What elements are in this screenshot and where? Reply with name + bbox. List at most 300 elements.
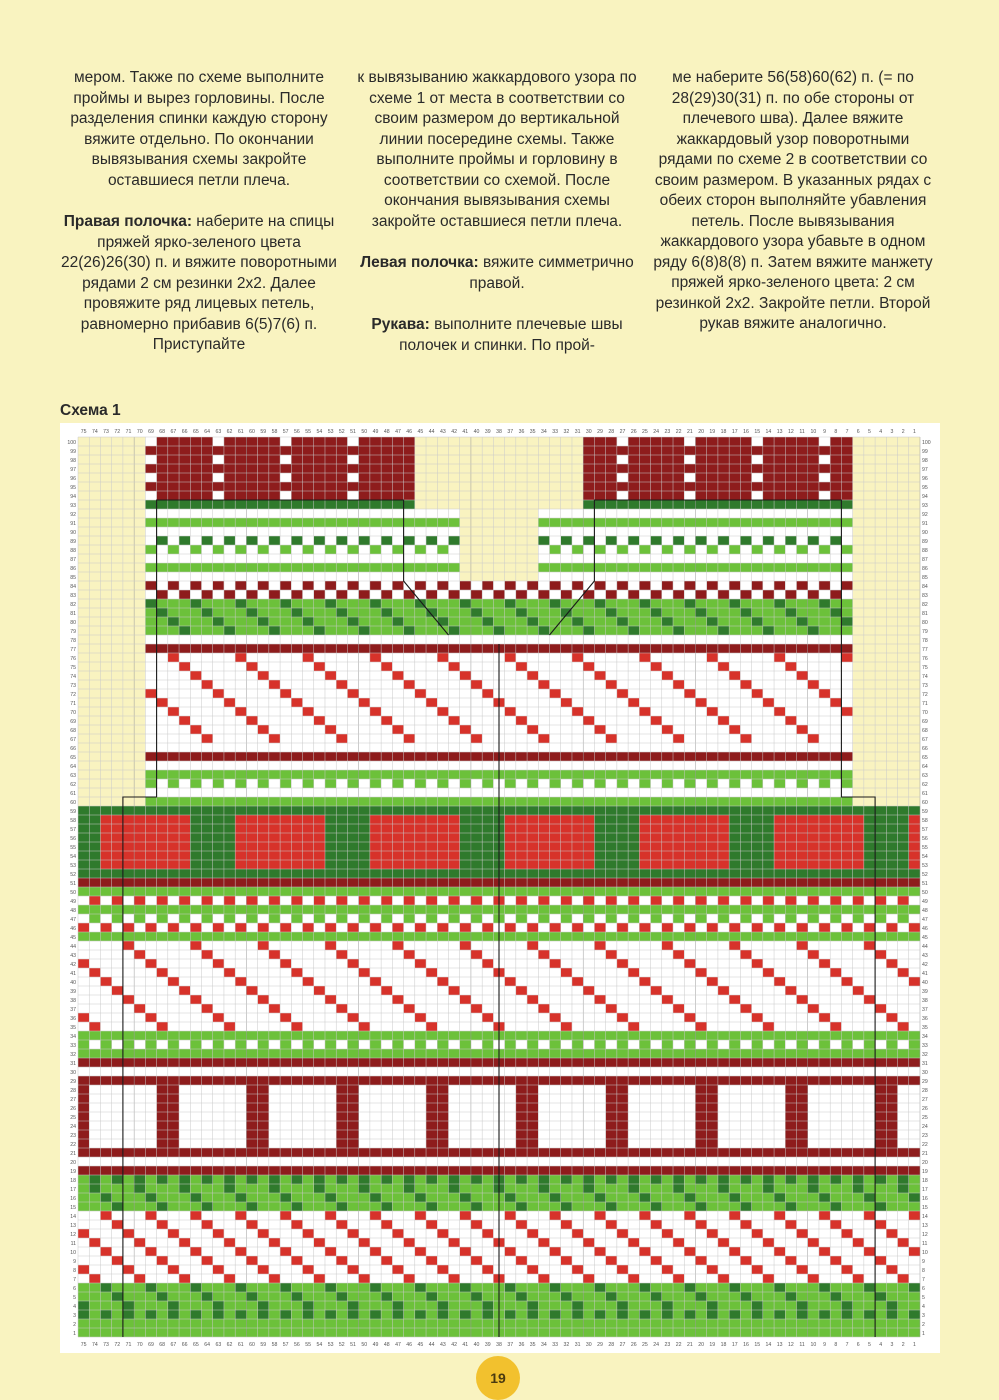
chart-cell — [550, 1292, 561, 1301]
chart-cell — [145, 1184, 156, 1193]
chart-cell — [123, 1013, 134, 1022]
chart-cell — [830, 959, 841, 968]
chart-cell — [572, 779, 583, 788]
chart-cell — [224, 914, 235, 923]
chart-cell — [684, 824, 695, 833]
chart-cell — [246, 1184, 257, 1193]
chart-cell — [123, 1076, 134, 1085]
chart-cell — [224, 1076, 235, 1085]
chart-cell — [303, 1103, 314, 1112]
chart-cell — [594, 1121, 605, 1130]
chart-cell — [617, 986, 628, 995]
chart-cell — [201, 1265, 212, 1274]
chart-cell — [89, 1265, 100, 1274]
chart-cell — [639, 1157, 650, 1166]
chart-cell — [482, 1121, 493, 1130]
chart-cell — [201, 1319, 212, 1328]
chart-cell — [381, 770, 392, 779]
chart-cell — [695, 1157, 706, 1166]
chart-cell — [550, 1256, 561, 1265]
chart-cell — [729, 1148, 740, 1157]
chart-cell — [853, 1292, 864, 1301]
chart-cell — [392, 995, 403, 1004]
chart-cell — [303, 734, 314, 743]
chart-cell — [594, 887, 605, 896]
chart-cell — [707, 1283, 718, 1292]
chart-cell — [774, 1274, 785, 1283]
text-column-1 — [58, 68, 340, 377]
chart-cell — [303, 1067, 314, 1076]
chart-cell — [785, 878, 796, 887]
chart-cell — [740, 1166, 751, 1175]
sleeves-body: выполните плечевые швы полочек и спинки. По прой- — [399, 316, 623, 354]
chart-cell — [78, 806, 89, 815]
chart-cell — [639, 1004, 650, 1013]
chart-cell — [830, 797, 841, 806]
chart-cell — [314, 977, 325, 986]
chart-cell — [853, 950, 864, 959]
chart-cell — [774, 1076, 785, 1085]
chart-cell — [168, 1094, 179, 1103]
chart-cell — [527, 1139, 538, 1148]
chart-cell — [819, 905, 830, 914]
chart-cell — [303, 1085, 314, 1094]
chart-cell — [695, 1310, 706, 1319]
chart-cell — [303, 1265, 314, 1274]
chart-cell — [190, 1139, 201, 1148]
chart-cell — [325, 1166, 336, 1175]
chart-cell — [617, 905, 628, 914]
chart-cell — [404, 1040, 415, 1049]
chart-cell — [875, 1130, 886, 1139]
chart-cell — [594, 1256, 605, 1265]
chart-cell — [752, 743, 763, 752]
chart-cell — [740, 1220, 751, 1229]
chart-cell — [359, 941, 370, 950]
chart-cell — [516, 1328, 527, 1337]
chart-cell — [819, 1031, 830, 1040]
chart-cell — [909, 887, 920, 896]
chart-cell — [841, 1238, 852, 1247]
chart-cell — [841, 1022, 852, 1031]
chart-cell — [606, 1004, 617, 1013]
chart-cell — [404, 995, 415, 1004]
chart-cell — [78, 1121, 89, 1130]
chart-cell — [639, 1202, 650, 1211]
chart-cell — [471, 743, 482, 752]
chart-cell — [628, 1076, 639, 1085]
chart-cell — [583, 833, 594, 842]
chart-cell — [808, 1328, 819, 1337]
chart-cell — [707, 1022, 718, 1031]
chart-cell — [145, 1022, 156, 1031]
chart-cell — [673, 869, 684, 878]
chart-cell — [763, 1283, 774, 1292]
chart-cell — [561, 833, 572, 842]
chart-cell — [808, 833, 819, 842]
chart-cell — [527, 1283, 538, 1292]
chart-cell — [134, 968, 145, 977]
chart-cell — [448, 1112, 459, 1121]
chart-cell — [179, 1148, 190, 1157]
chart-cell — [561, 896, 572, 905]
chart-cell — [594, 833, 605, 842]
chart-cell — [415, 1004, 426, 1013]
chart-cell — [886, 1238, 897, 1247]
chart-cell — [651, 1031, 662, 1040]
chart-cell — [718, 941, 729, 950]
chart-cell — [606, 1058, 617, 1067]
chart-cell — [460, 1220, 471, 1229]
chart-cell — [763, 815, 774, 824]
chart-cell — [134, 833, 145, 842]
chart-cell — [628, 770, 639, 779]
chart-cell — [258, 1013, 269, 1022]
chart-cell — [325, 1067, 336, 1076]
chart-cell — [404, 1085, 415, 1094]
chart-cell — [752, 950, 763, 959]
chart-cell — [381, 1121, 392, 1130]
chart-cell — [864, 1238, 875, 1247]
chart-cell — [695, 986, 706, 995]
chart-cell — [505, 1094, 516, 1103]
chart-cell — [729, 1112, 740, 1121]
chart-cell — [370, 923, 381, 932]
chart-cell — [898, 1013, 909, 1022]
chart-cell — [538, 1283, 549, 1292]
chart-cell — [841, 1112, 852, 1121]
chart-cell — [550, 788, 561, 797]
chart-cell — [168, 1274, 179, 1283]
chart-cell — [875, 851, 886, 860]
chart-cell — [336, 1112, 347, 1121]
chart-cell — [505, 1202, 516, 1211]
chart-cell — [314, 1211, 325, 1220]
chart-cell — [190, 1121, 201, 1130]
chart-cell — [336, 1058, 347, 1067]
chart-cell — [426, 1202, 437, 1211]
chart-cell — [651, 995, 662, 1004]
chart-cell — [561, 788, 572, 797]
chart-cell — [707, 1310, 718, 1319]
chart-cell — [325, 869, 336, 878]
chart-cell — [157, 1301, 168, 1310]
chart-cell — [437, 1157, 448, 1166]
chart-cell — [516, 1040, 527, 1049]
chart-cell — [78, 968, 89, 977]
chart-cell — [886, 1247, 897, 1256]
paragraph-right-front — [58, 212, 340, 356]
chart-cell — [190, 833, 201, 842]
chart-cell — [527, 851, 538, 860]
chart-cell — [179, 734, 190, 743]
chart-cell — [718, 851, 729, 860]
chart-cell — [314, 1040, 325, 1049]
chart-cell — [269, 779, 280, 788]
chart-cell — [448, 887, 459, 896]
chart-cell — [471, 761, 482, 770]
chart-cell — [404, 1265, 415, 1274]
chart-cell — [785, 1292, 796, 1301]
chart-cell — [729, 959, 740, 968]
chart-cell — [628, 1211, 639, 1220]
chart-cell — [426, 968, 437, 977]
chart-cell — [898, 950, 909, 959]
chart-cell — [572, 1058, 583, 1067]
chart-cell — [606, 977, 617, 986]
chart-cell — [235, 860, 246, 869]
chart-cell — [583, 824, 594, 833]
chart-cell — [280, 806, 291, 815]
chart-cell — [392, 914, 403, 923]
chart-cell — [594, 923, 605, 932]
chart-cell — [112, 1157, 123, 1166]
chart-cell — [639, 1256, 650, 1265]
chart-cell — [291, 1031, 302, 1040]
chart-cell — [179, 1211, 190, 1220]
chart-cell — [740, 842, 751, 851]
chart-cell — [572, 1103, 583, 1112]
chart-cell — [729, 1247, 740, 1256]
chart-cell — [325, 1004, 336, 1013]
chart-cell — [718, 959, 729, 968]
chart-cell — [594, 860, 605, 869]
chart-cell — [684, 959, 695, 968]
chart-cell — [886, 1067, 897, 1076]
chart-cell — [258, 752, 269, 761]
chart-cell — [684, 869, 695, 878]
chart-cell — [808, 1157, 819, 1166]
chart-cell — [213, 986, 224, 995]
chart-cell — [785, 1040, 796, 1049]
chart-cell — [179, 941, 190, 950]
chart-cell — [415, 1013, 426, 1022]
chart-cell — [617, 1121, 628, 1130]
chart-cell — [550, 932, 561, 941]
chart-cell — [797, 878, 808, 887]
chart-cell — [213, 779, 224, 788]
chart-cell — [572, 1049, 583, 1058]
chart-cell — [157, 752, 168, 761]
chart-cell — [651, 1130, 662, 1139]
chart-cell — [797, 1085, 808, 1094]
chart-cell — [909, 824, 920, 833]
chart-cell — [853, 1076, 864, 1085]
chart-cell — [392, 1328, 403, 1337]
chart-cell — [134, 761, 145, 770]
chart-cell — [179, 1121, 190, 1130]
chart-cell — [89, 842, 100, 851]
chart-cell — [864, 1157, 875, 1166]
chart-cell — [561, 1103, 572, 1112]
chart-cell — [201, 761, 212, 770]
chart-cell — [830, 968, 841, 977]
chart-cell — [201, 1112, 212, 1121]
chart-cell — [112, 1310, 123, 1319]
chart-cell — [819, 1040, 830, 1049]
chart-cell — [662, 1247, 673, 1256]
chart-cell — [213, 1247, 224, 1256]
chart-cell — [213, 1139, 224, 1148]
chart-cell — [841, 1103, 852, 1112]
chart-cell — [370, 1094, 381, 1103]
chart-cell — [213, 1157, 224, 1166]
chart-cell — [134, 1301, 145, 1310]
chart-cell — [909, 851, 920, 860]
chart-cell — [740, 869, 751, 878]
chart-cell — [684, 1130, 695, 1139]
chart-cell — [426, 1130, 437, 1139]
chart-cell — [651, 1319, 662, 1328]
chart-cell — [460, 968, 471, 977]
chart-cell — [336, 1328, 347, 1337]
chart-cell — [628, 950, 639, 959]
chart-cell — [583, 815, 594, 824]
chart-cell — [482, 950, 493, 959]
chart-cell — [134, 1238, 145, 1247]
chart-cell — [460, 1166, 471, 1175]
chart-cell — [291, 1283, 302, 1292]
chart-cell — [123, 896, 134, 905]
chart-cell — [482, 1238, 493, 1247]
chart-cell — [314, 1148, 325, 1157]
chart-cell — [336, 995, 347, 1004]
chart-cell — [898, 1148, 909, 1157]
chart-cell — [235, 851, 246, 860]
chart-cell — [448, 743, 459, 752]
chart-cell — [538, 779, 549, 788]
chart-cell — [718, 1067, 729, 1076]
chart-cell — [190, 869, 201, 878]
chart-cell — [561, 941, 572, 950]
chart-cell — [774, 752, 785, 761]
chart-cell — [898, 995, 909, 1004]
chart-cell — [909, 842, 920, 851]
chart-cell — [841, 779, 852, 788]
chart-cell — [516, 761, 527, 770]
chart-cell — [123, 1193, 134, 1202]
chart-cell — [864, 1040, 875, 1049]
chart-cell — [763, 1256, 774, 1265]
chart-cell — [909, 923, 920, 932]
chart-cell — [269, 923, 280, 932]
chart-cell — [785, 1031, 796, 1040]
chart-cell — [583, 950, 594, 959]
chart-cell — [673, 788, 684, 797]
chart-cell — [774, 1175, 785, 1184]
chart-cell — [123, 1202, 134, 1211]
chart-cell — [695, 932, 706, 941]
chart-cell — [381, 1148, 392, 1157]
chart-cell — [213, 1121, 224, 1130]
chart-cell — [280, 869, 291, 878]
chart-cell — [381, 1283, 392, 1292]
chart-cell — [280, 761, 291, 770]
chart-cell — [269, 941, 280, 950]
chart-cell — [404, 1193, 415, 1202]
chart-cell — [606, 1112, 617, 1121]
chart-cell — [841, 1166, 852, 1175]
chart-cell — [280, 1085, 291, 1094]
chart-cell — [201, 1274, 212, 1283]
chart-cell — [785, 761, 796, 770]
chart-cell — [437, 770, 448, 779]
chart-cell — [426, 1121, 437, 1130]
chart-cell — [224, 1256, 235, 1265]
chart-cell — [303, 815, 314, 824]
chart-cell — [594, 1040, 605, 1049]
chart-cell — [471, 1211, 482, 1220]
chart-cell — [853, 1022, 864, 1031]
chart-cell — [89, 788, 100, 797]
chart-cell — [673, 1130, 684, 1139]
chart-cell — [830, 833, 841, 842]
chart-cell — [740, 923, 751, 932]
chart-cell — [100, 1292, 111, 1301]
chart-cell — [898, 752, 909, 761]
chart-cell — [89, 797, 100, 806]
chart-cell — [145, 1247, 156, 1256]
chart-cell — [505, 1049, 516, 1058]
chart-cell — [830, 1157, 841, 1166]
chart-cell — [336, 833, 347, 842]
chart-cell — [740, 1301, 751, 1310]
chart-cell — [415, 788, 426, 797]
chart-cell — [684, 797, 695, 806]
chart-cell — [201, 1157, 212, 1166]
chart-cell — [606, 950, 617, 959]
chart-cell — [246, 1157, 257, 1166]
chart-cell — [325, 1013, 336, 1022]
chart-cell — [269, 1328, 280, 1337]
chart-cell — [291, 788, 302, 797]
chart-cell — [303, 995, 314, 1004]
chart-cell — [853, 797, 864, 806]
chart-cell — [538, 1310, 549, 1319]
knitting-chart-svg — [60, 423, 940, 1353]
chart-cell — [808, 878, 819, 887]
chart-cell — [718, 1238, 729, 1247]
chart-cell — [179, 1085, 190, 1094]
chart-cell — [639, 1283, 650, 1292]
chart-cell — [325, 1076, 336, 1085]
paragraph-sleeves-continued: ме наберите 56(58)60(62) п. (= по 28(29)30(31) п. по обе стороны от плечевого шва). Далее вяжите жаккардовый узор поворотными рядами по схеме 2 в соответствии со своим размером. В указанных рядах с обеих сторон выполняйте убавления петель. После вывязывания жаккардового узора убавьте в одном ряду 6(8)8(8) п. Затем вяжите манжету пряжей ярко-зеленого цвета: 2 см резинкой 2х2. Закройте петли. Второй рукав вяжите аналогично. — [653, 69, 933, 332]
chart-cell — [359, 833, 370, 842]
chart-cell — [639, 887, 650, 896]
chart-cell — [246, 878, 257, 887]
chart-cell — [864, 1184, 875, 1193]
chart-cell — [718, 923, 729, 932]
chart-cell — [695, 1202, 706, 1211]
chart-cell — [561, 1301, 572, 1310]
chart-cell — [415, 896, 426, 905]
chart-cell — [797, 1247, 808, 1256]
chart-cell — [785, 1022, 796, 1031]
chart-cell — [404, 986, 415, 995]
chart-cell — [572, 1004, 583, 1013]
chart-cell — [583, 1157, 594, 1166]
chart-cell — [426, 1211, 437, 1220]
chart-cell — [112, 1292, 123, 1301]
chart-cell — [448, 1220, 459, 1229]
chart-cell — [673, 950, 684, 959]
chart-cell — [415, 959, 426, 968]
chart-cell — [808, 986, 819, 995]
chart-cell — [246, 842, 257, 851]
chart-cell — [190, 1310, 201, 1319]
chart-cell — [381, 743, 392, 752]
chart-cell — [123, 1085, 134, 1094]
